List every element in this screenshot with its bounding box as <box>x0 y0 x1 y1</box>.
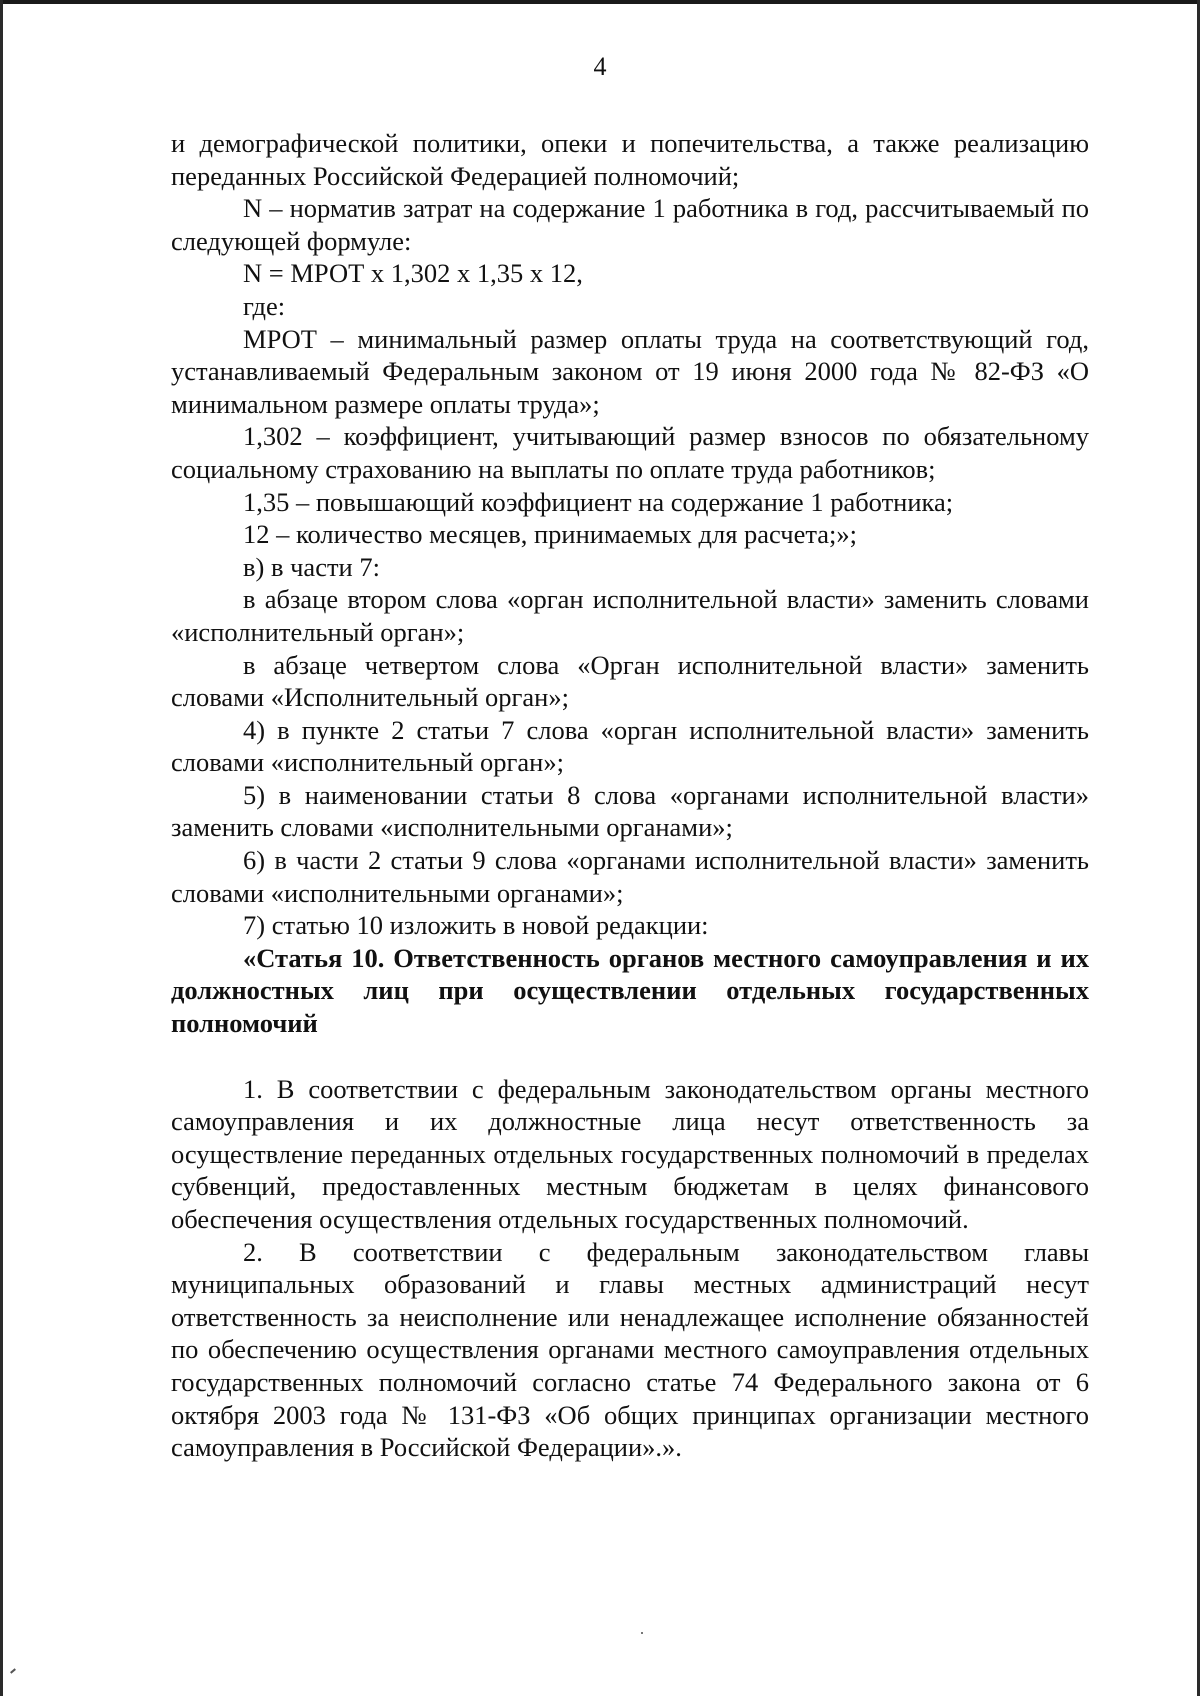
paragraph-item-5: 5) в наименовании статьи 8 слова «органами исполнительной власти» заменить словами «исполнительными органами»; <box>171 779 1089 843</box>
article-10-heading: «Статья 10. Ответственность органов местного самоуправления и их должностных лиц при осуществлении отдельных государственных полномочий <box>171 942 1089 1039</box>
scan-corner-mark <box>10 1668 16 1673</box>
paragraph-continuation: и демографической политики, опеки и попечительства, а также реализацию переданных Российской Федерацией полномочий; <box>171 128 1089 191</box>
paragraph-coefficient-1302: 1,302 – коэффициент, учитывающий размер взносов по обязательному социальному страхованию на выплаты по оплате труда работников; <box>171 421 1089 484</box>
document-body <box>171 127 1089 1464</box>
scan-border-top <box>0 0 1200 4</box>
article-10-clause-1: 1. В соответствии с федеральным законодательством органы местного самоуправления и их должностные лица несут ответственность за осуществление переданных отдельных государственных полномочий в пределах субвенций, предоставленных местным бюджетам в целях финансового обеспечения осуществления отдельных государственных полномочий. <box>171 1073 1089 1234</box>
article-10-clause-2: 2. В соответствии с федеральным законодательством главы муниципальных образований и главы местных администраций несут ответственность за неисполнение или ненадлежащее исполнение обязанностей по обеспечению осуществления органами местного самоуправления отдельных государственных полномочий согласно статье 74 Федерального закона от 6 октября 2003 года № 131-ФЗ «Об общих принципах организации местного самоуправления в Российской Федерации».». <box>171 1236 1089 1463</box>
paragraph-item-6: 6) в части 2 статьи 9 слова «органами исполнительной власти» заменить словами «исполнительными органами»; <box>171 845 1089 908</box>
formula-line: N = МРОТ х 1,302 х 1,35 х 12, <box>243 258 583 289</box>
paragraph-part-7: в) в части 7: <box>243 551 380 582</box>
scan-border-left <box>0 0 3 1696</box>
paragraph-normative-definition: N – норматив затрат на содержание 1 работника в год, рассчитываемый по следующей формуле: <box>171 193 1089 256</box>
page-number: 4 <box>593 52 607 81</box>
paragraph-mrot-definition: МРОТ – минимальный размер оплаты труда на соответствующий год, устанавливаемый Федеральным законом от 19 июня 2000 года № 82-ФЗ «О минимальном размере оплаты труда»; <box>171 323 1089 419</box>
paragraph-item-7: 7) статью 10 изложить в новой редакции: <box>243 910 709 941</box>
paragraph-months-12: 12 – количество месяцев, принимаемых для расчета;»; <box>243 519 858 550</box>
paragraph-coefficient-135: 1,35 – повышающий коэффициент на содержание 1 работника; <box>243 486 954 517</box>
paragraph-where: где: <box>243 290 286 321</box>
scan-speck <box>641 1632 643 1634</box>
paragraph-fourth-abzac: в абзаце четвертом слова «Орган исполнительной власти» заменить словами «Исполнительный орган»; <box>171 649 1089 713</box>
paragraph-second-abzac: в абзаце втором слова «орган исполнительной власти» заменить словами «исполнительный орган»; <box>171 584 1089 647</box>
paragraph-item-4: 4) в пункте 2 статьи 7 слова «орган исполнительной власти» заменить словами «исполнительный орган»; <box>171 714 1089 778</box>
